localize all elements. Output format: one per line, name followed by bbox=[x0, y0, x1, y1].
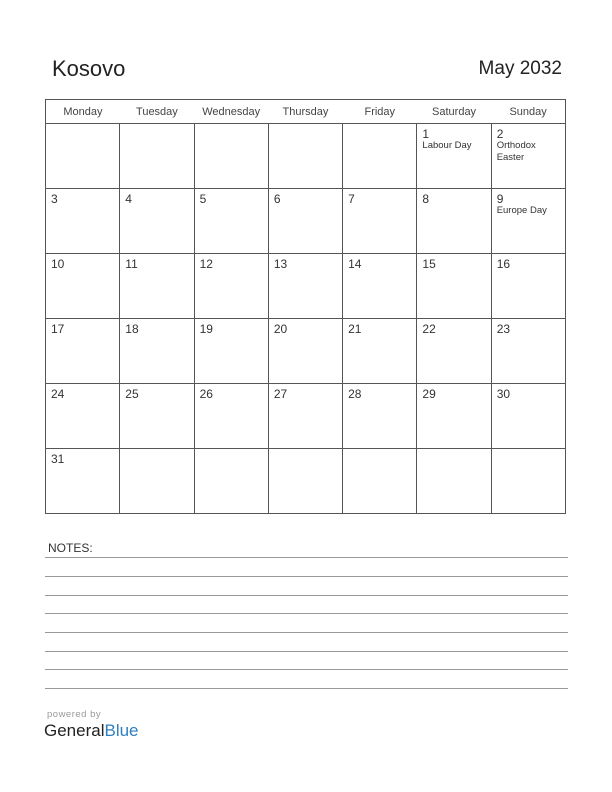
day-cell bbox=[120, 319, 194, 384]
day-cell bbox=[46, 189, 120, 254]
day-number: 20 bbox=[273, 322, 288, 336]
day-number: 7 bbox=[348, 192, 355, 206]
note-line bbox=[45, 651, 568, 652]
note-line bbox=[45, 595, 568, 596]
weekday-header: Saturday bbox=[417, 100, 491, 124]
powered-by-text: powered by bbox=[47, 709, 102, 720]
holiday-label: Orthodox Easter bbox=[496, 140, 536, 163]
day-cell bbox=[491, 449, 565, 514]
note-line bbox=[45, 669, 568, 670]
day-cell bbox=[120, 124, 194, 189]
holiday-label: Labour Day bbox=[422, 140, 472, 151]
day-cell bbox=[194, 124, 268, 189]
day-cell bbox=[491, 254, 565, 319]
day-cell bbox=[491, 384, 565, 449]
note-line bbox=[45, 613, 568, 614]
day-cell bbox=[491, 319, 565, 384]
day-number: 23 bbox=[496, 322, 511, 336]
day-cell bbox=[194, 384, 268, 449]
day-cell bbox=[268, 124, 342, 189]
weekday-header: Sunday bbox=[491, 100, 565, 124]
day-number: 17 bbox=[51, 322, 65, 336]
day-cell bbox=[194, 449, 268, 514]
day-number: 18 bbox=[125, 322, 139, 336]
day-number: 29 bbox=[422, 387, 436, 401]
day-cell bbox=[343, 384, 417, 449]
note-line bbox=[45, 557, 568, 558]
day-cell bbox=[343, 189, 417, 254]
note-line bbox=[45, 632, 568, 633]
day-number: 24 bbox=[51, 387, 65, 401]
day-cell bbox=[417, 319, 491, 384]
weekday-header: Wednesday bbox=[194, 100, 268, 124]
week-row bbox=[46, 319, 566, 384]
week-row bbox=[46, 124, 566, 189]
day-number: 25 bbox=[125, 387, 139, 401]
day-cell bbox=[268, 319, 342, 384]
day-number: 6 bbox=[273, 192, 281, 206]
holiday-label: Europe Day bbox=[496, 205, 547, 216]
day-cell bbox=[491, 189, 565, 254]
day-cell bbox=[491, 124, 565, 189]
day-number: 10 bbox=[51, 257, 65, 271]
day-number: 31 bbox=[51, 452, 65, 466]
day-number: 13 bbox=[273, 257, 288, 271]
day-number: 14 bbox=[348, 257, 362, 271]
weekday-header: Thursday bbox=[268, 100, 342, 124]
note-line bbox=[45, 688, 568, 689]
day-number: 30 bbox=[496, 387, 511, 401]
note-line bbox=[45, 576, 568, 577]
day-cell bbox=[343, 254, 417, 319]
day-number: 22 bbox=[422, 322, 436, 336]
day-cell bbox=[120, 254, 194, 319]
day-number: 21 bbox=[348, 322, 362, 336]
weekday-header: Friday bbox=[343, 100, 417, 124]
calendar-grid bbox=[45, 99, 566, 514]
day-cell bbox=[343, 124, 417, 189]
week-row bbox=[46, 254, 566, 319]
weekday-header: Tuesday bbox=[120, 100, 194, 124]
day-cell bbox=[46, 319, 120, 384]
day-cell bbox=[417, 254, 491, 319]
generalblue-logo bbox=[44, 721, 139, 741]
day-number: 12 bbox=[199, 257, 213, 271]
day-cell bbox=[268, 254, 342, 319]
day-cell bbox=[120, 384, 194, 449]
brand-blue-text: Blue bbox=[104, 721, 139, 740]
day-number: 15 bbox=[422, 257, 436, 271]
day-number: 26 bbox=[199, 387, 213, 401]
day-number: 5 bbox=[199, 192, 207, 206]
day-cell bbox=[46, 384, 120, 449]
day-cell bbox=[417, 449, 491, 514]
month-title: May 2032 bbox=[478, 58, 562, 79]
day-cell bbox=[46, 124, 120, 189]
day-cell bbox=[268, 384, 342, 449]
day-cell bbox=[120, 449, 194, 514]
weekday-header-row bbox=[46, 100, 566, 124]
day-cell bbox=[268, 449, 342, 514]
day-number: 28 bbox=[348, 387, 362, 401]
day-number: 1 bbox=[422, 127, 430, 141]
day-number: 2 bbox=[496, 127, 504, 141]
day-cell bbox=[194, 189, 268, 254]
day-number: 8 bbox=[422, 192, 430, 206]
day-number: 27 bbox=[273, 387, 288, 401]
day-cell bbox=[417, 124, 491, 189]
day-number: 19 bbox=[199, 322, 213, 336]
notes-label: NOTES: bbox=[48, 541, 93, 555]
day-cell bbox=[46, 254, 120, 319]
day-number: 11 bbox=[125, 257, 138, 271]
week-row bbox=[46, 449, 566, 514]
day-cell bbox=[120, 189, 194, 254]
day-number: 4 bbox=[125, 192, 132, 206]
day-cell bbox=[417, 189, 491, 254]
week-row bbox=[46, 189, 566, 254]
week-row bbox=[46, 384, 566, 449]
day-cell bbox=[417, 384, 491, 449]
day-number: 3 bbox=[51, 192, 58, 206]
day-cell bbox=[268, 189, 342, 254]
weekday-header: Monday bbox=[46, 100, 120, 124]
day-cell bbox=[194, 254, 268, 319]
day-number: 9 bbox=[496, 192, 504, 206]
day-cell bbox=[46, 449, 120, 514]
day-cell bbox=[343, 449, 417, 514]
brand-general-text: General bbox=[44, 721, 105, 740]
day-cell bbox=[343, 319, 417, 384]
day-cell bbox=[194, 319, 268, 384]
country-title: Kosovo bbox=[52, 56, 126, 81]
day-number: 16 bbox=[496, 257, 511, 271]
